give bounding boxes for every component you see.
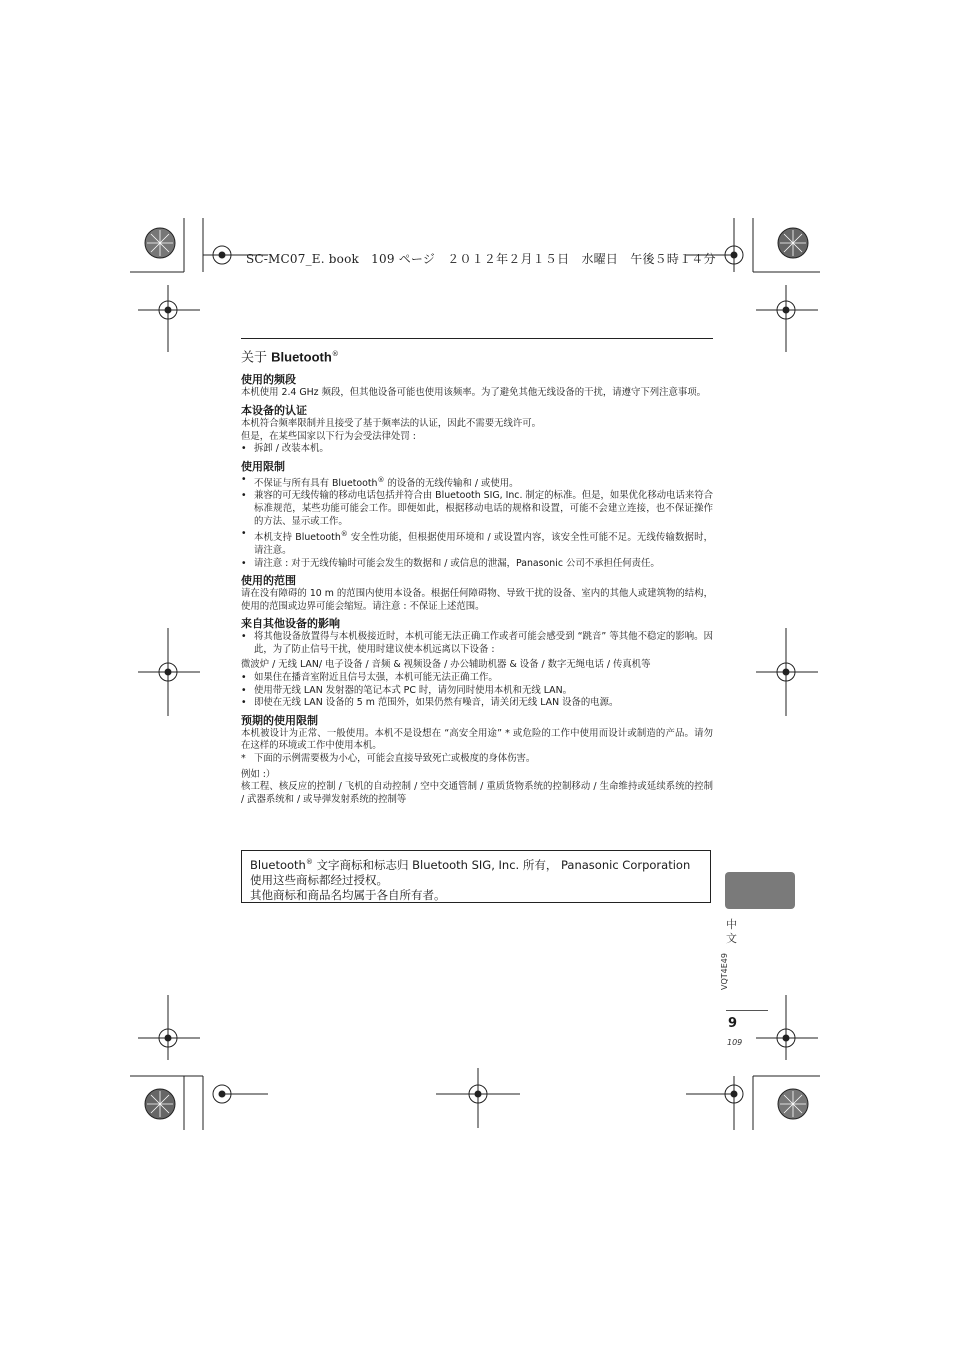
top-rule bbox=[241, 338, 713, 339]
section-interference bbox=[241, 617, 713, 710]
list-item: • 请注意 : 对于无线传输时可能会发生的数据和 / 或信息的泄漏，Panasonic 公司不承担任何责任。 bbox=[241, 558, 713, 571]
section-heading: 来自其他设备的影响 bbox=[241, 617, 340, 631]
title-brand: Bluetooth bbox=[271, 349, 332, 365]
section-text: 本机符合频率限制并且接受了基于频率法的认证，因此不需要无线许可。 bbox=[241, 417, 542, 429]
item-text: 的设备的无线传输和 / 或使用。 bbox=[384, 477, 519, 489]
list-item bbox=[241, 528, 713, 557]
trademark-line-2: 使用这些商标都经过授权。 bbox=[250, 872, 388, 887]
list-item: • 兼容的可无线传输的移动电话包括并符合由 Bluetooth SIG, Inc. 制定的标准。但是，如果优化移动电话来符合标准规范，某些功能可能会工作。即便如此，根据移动电话的规格和设置，可能不会建立连接，也不保证操作的方法、显示或工作。 bbox=[241, 490, 713, 528]
example-text: 核工程、核反应的控制 / 飞机的自动控制 / 空中交通管制 / 重质货物系统的控制移动 / 生命维持或延续系统的控制 / 武器系统和 / 或导弹发射系统的控制等 bbox=[241, 781, 713, 805]
title-prefix: 关于 bbox=[241, 350, 272, 366]
section-heading: 预期的使用限制 bbox=[241, 713, 318, 727]
language-tab bbox=[725, 872, 795, 909]
section-heading: 使用的范围 bbox=[241, 574, 296, 588]
section-text: 本机使用 2.4 GHz 频段，但其他设备可能也使用该频率。为了避免其他无线设备的干扰，请遵守下列注意事项。 bbox=[241, 387, 706, 399]
list-item: • 将其他设备放置得与本机极接近时，本机可能无法正确工作或者可能会感受到 “跳音” 等其他不稳定的影响。因此，为了防止信号干扰，使用时建议使本机远离以下设备 : bbox=[241, 631, 713, 656]
section-range bbox=[241, 574, 713, 613]
list-item bbox=[241, 474, 713, 491]
language-label: 中文 bbox=[726, 918, 737, 945]
section-text: 请在没有障碍的 10 m 的范围内使用本设备。根据任何障碍物、导致干扰的设备、室内的其他人或建筑物的结构，使用的范围或边界可能会缩短。请注意 : 不保证上述范围。 bbox=[241, 588, 713, 612]
section-text: 但是，在某些国家以下行为会受法律处罚 : bbox=[241, 430, 416, 442]
example-label: 例如 :） bbox=[241, 768, 276, 780]
main-content bbox=[241, 338, 713, 810]
footnote bbox=[241, 753, 713, 766]
bullet-list bbox=[241, 672, 713, 710]
item-text: 不保证与所有具有 Bluetooth bbox=[254, 477, 378, 489]
section-limits bbox=[241, 460, 713, 570]
bullet-list bbox=[241, 631, 713, 656]
print-header: SC-MC07_E. book 109 ページ ２０１２年２月１５日 水曜日 午後５時１４分 bbox=[246, 252, 716, 266]
reg-mark: ® bbox=[377, 475, 385, 484]
title-reg: ® bbox=[331, 350, 339, 358]
item-text: 本机支持 Bluetooth bbox=[254, 532, 341, 544]
page-title bbox=[241, 345, 713, 367]
section-heading: 本设备的认证 bbox=[241, 403, 307, 417]
list-item: • 拆卸 / 改装本机。 bbox=[241, 443, 713, 456]
section-heading: 使用的频段 bbox=[241, 373, 296, 387]
tm-brand: Bluetooth bbox=[250, 857, 306, 872]
list-item: • 如果住在播音室附近且信号太强，本机可能无法正确工作。 bbox=[241, 672, 713, 685]
item-text: 安全性功能，但根据使用环境和 / 或设置内容，该安全性可能不足。无线传输数据时，请注意。 bbox=[254, 532, 713, 556]
device-list: 微波炉 / 无线 LAN/ 电子设备 / 音频 & 视频设备 / 办公辅助机器 & 设备 / 数字无绳电话 / 传真机等 bbox=[241, 659, 651, 671]
footnote-mark: * bbox=[241, 753, 246, 765]
page-number: 9 bbox=[728, 1016, 738, 1031]
section-text: 本机被设计为正常、一般使用。本机不是设想在 “高安全用途” * 或危险的工作中使用而设计或制造的产品。请勿在这样的环境或工作中使用本机。 bbox=[241, 727, 713, 752]
section-intended-use bbox=[241, 714, 713, 807]
trademark-line-3: 其他商标和商品名均属于各自所有者。 bbox=[250, 887, 446, 902]
trademark-box bbox=[241, 850, 711, 903]
footnote-text: 下面的示例需要极为小心，可能会直接导致死亡或极度的身体伤害。 bbox=[254, 753, 536, 765]
reg-mark: ® bbox=[305, 858, 313, 866]
section-certification bbox=[241, 404, 713, 456]
reg-mark: ® bbox=[340, 530, 348, 539]
tm-text: 文字商标和标志归 Bluetooth SIG, Inc. 所有， Panasonic Corporation bbox=[312, 857, 691, 872]
list-item: • 即使在无线 LAN 设备的 5 m 范围外，如果仍然有噪音，请关闭无线 LAN 设备的电源。 bbox=[241, 697, 713, 710]
page-sub-number: 109 bbox=[727, 1038, 743, 1047]
code-rule bbox=[726, 1010, 768, 1011]
bullet-list bbox=[241, 474, 713, 570]
section-heading: 使用限制 bbox=[241, 459, 285, 473]
section-frequency bbox=[241, 373, 713, 400]
list-item: • 使用带无线 LAN 发射器的笔记本式 PC 时，请勿同时使用本机和无线 LAN。 bbox=[241, 685, 713, 698]
bullet-list bbox=[241, 443, 713, 456]
document-code: VQT4E49 bbox=[720, 953, 729, 990]
trademark-line-1 bbox=[250, 855, 702, 873]
